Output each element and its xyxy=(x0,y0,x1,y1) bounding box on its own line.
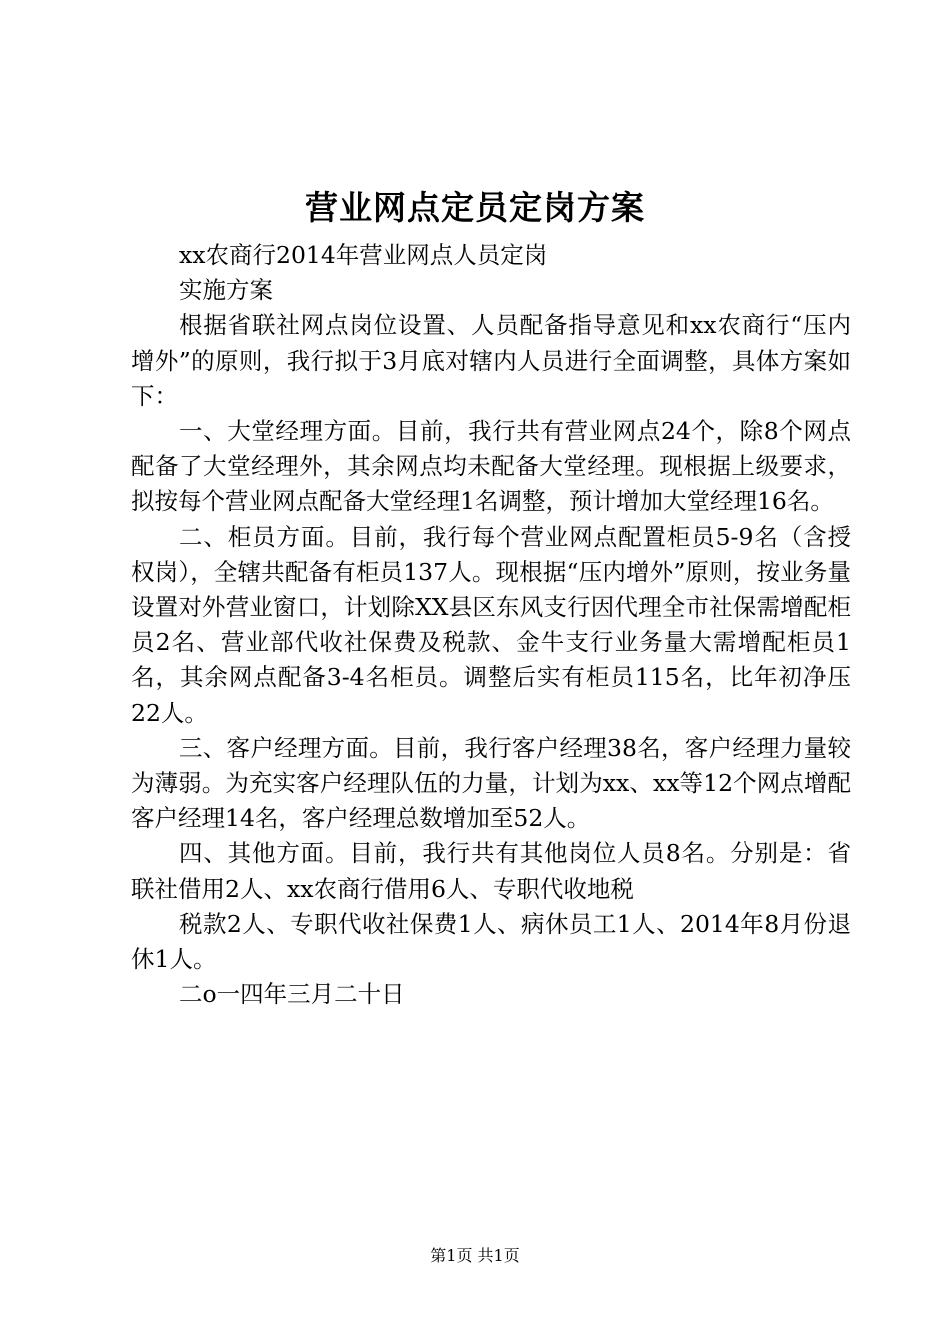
subtitle-line-1: xx农商行2014年营业网点人员定岗 xyxy=(179,241,548,269)
section-account-managers: 三、客户经理方面。目前，我行客户经理38名，客户经理力量较为薄弱。为充实客户经理队伍的力量，计划为xx、xx等12个网点增配客户经理14名，客户经理总数增加至52人。 xyxy=(131,733,851,833)
section-others: 四、其他方面。目前，我行共有其他岗位人员8名。分别是：省联社借用2人、xx农商行借用6人、专职代收地税 xyxy=(131,839,851,903)
intro-paragraph: 根据省联社网点岗位设置、人员配备指导意见和xx农商行“压内增外”的原则，我行拟于3月底对辖内人员进行全面调整，具体方案如下： xyxy=(131,311,851,410)
section-lobby-manager: 一、大堂经理方面。目前，我行共有营业网点24个，除8个网点配备了大堂经理外，其余网点均未配备大堂经理。现根据上级要求，拟按每个营业网点配备大堂经理1名调整，预计增加大堂经理16名。 xyxy=(131,417,851,516)
document-date: 二o一四年三月二十日 xyxy=(179,980,405,1009)
section-tellers: 二、柜员方面。目前，我行每个营业网点配置柜员5-9名（含授权岗），全辖共配备有柜员137人。现根据“压内增外”原则，按业务量设置对外营业窗口，计划除XX县区东风支行因代理全市社保需增配柜员2名、营业部代收社保费及税款、金牛支行业务量大需增配柜员1名，其余网点配备3-4名柜员。调整后实有柜员115名，比年初净压22人。 xyxy=(131,522,851,727)
section-others-continued: 税款2人、专职代收社保费1人、病休员工1人、2014年8月份退休1人。 xyxy=(131,909,851,974)
subtitle-line-2: 实施方案 xyxy=(179,276,273,305)
document-title: 营业网点定员定岗方案 xyxy=(305,188,645,227)
document-body xyxy=(131,238,851,1012)
page-footer: 第1页 共1页 xyxy=(430,1246,520,1265)
